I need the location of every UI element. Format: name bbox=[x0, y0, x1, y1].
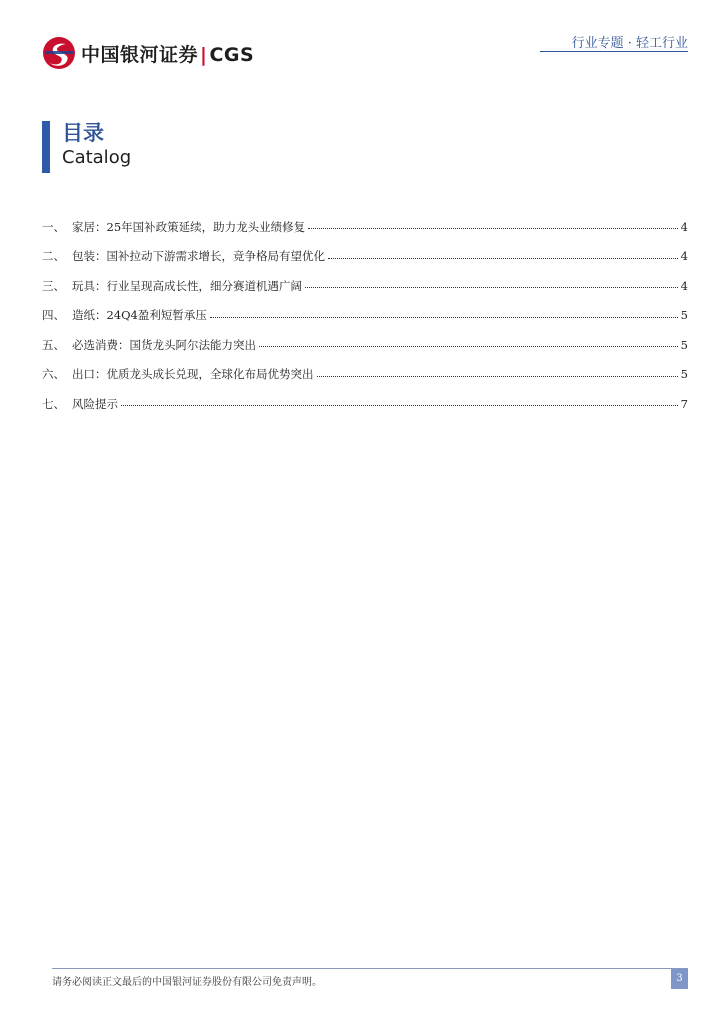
toc-page: 5 bbox=[680, 337, 688, 352]
toc-entry[interactable] bbox=[42, 271, 688, 301]
toc-leader bbox=[317, 376, 678, 377]
toc-title: 必选消费：国货龙头阿尔法能力突出 bbox=[72, 337, 256, 352]
toc-number: 四、 bbox=[42, 308, 65, 323]
company-abbr: CGS bbox=[209, 43, 255, 66]
toc-entry[interactable] bbox=[42, 301, 688, 331]
toc-leader bbox=[308, 228, 678, 229]
header-divider bbox=[540, 51, 688, 52]
toc-title: 玩具：行业呈现高成长性，细分赛道机遇广阔 bbox=[72, 278, 302, 293]
company-logo bbox=[42, 36, 254, 70]
toc-leader bbox=[259, 346, 678, 347]
toc-page: 5 bbox=[680, 367, 688, 382]
toc-number: 五、 bbox=[42, 337, 65, 352]
catalog-accent-bar bbox=[42, 121, 50, 173]
toc-entry[interactable] bbox=[42, 330, 688, 360]
toc-page: 4 bbox=[680, 278, 688, 293]
toc-leader bbox=[305, 287, 678, 288]
toc-number: 一、 bbox=[42, 219, 65, 234]
page-number: 3 bbox=[671, 969, 688, 989]
toc-title: 家居：25年国补政策延续，助力龙头业绩修复 bbox=[72, 219, 306, 234]
toc-entry[interactable] bbox=[42, 360, 688, 390]
toc-page: 5 bbox=[680, 308, 688, 323]
toc-entry[interactable] bbox=[42, 389, 688, 419]
report-type-label: 行业专题 · 轻工行业 bbox=[571, 36, 688, 51]
toc-number: 六、 bbox=[42, 367, 65, 382]
toc-entry[interactable] bbox=[42, 242, 688, 272]
company-name: 中国银河证券 bbox=[81, 43, 199, 66]
toc-number: 三、 bbox=[42, 278, 65, 293]
catalog-title-cn: 目录 bbox=[62, 120, 104, 145]
toc-page: 7 bbox=[680, 396, 688, 411]
toc-title: 出口：优质龙头成长兑现，全球化布局优势突出 bbox=[72, 367, 314, 382]
toc-page: 4 bbox=[680, 219, 688, 234]
toc-page: 4 bbox=[680, 249, 688, 264]
footer-divider bbox=[52, 968, 688, 969]
toc-leader bbox=[121, 405, 678, 406]
footer-disclaimer: 请务必阅读正文最后的中国银河证券股份有限公司免责声明。 bbox=[52, 977, 322, 988]
catalog-title-en: Catalog bbox=[62, 147, 132, 168]
logo-separator: | bbox=[200, 43, 208, 66]
toc-leader bbox=[210, 317, 678, 318]
toc-number: 七、 bbox=[42, 396, 65, 411]
toc-number: 二、 bbox=[42, 249, 65, 264]
toc-title: 包装：国补拉动下游需求增长，竞争格局有望优化 bbox=[72, 249, 325, 264]
toc-entry[interactable] bbox=[42, 212, 688, 242]
toc-leader bbox=[328, 258, 678, 259]
cgs-logo-icon bbox=[42, 36, 76, 70]
table-of-contents bbox=[42, 212, 688, 419]
catalog-heading bbox=[42, 121, 131, 173]
toc-title: 风险提示 bbox=[72, 396, 118, 411]
toc-title: 造纸：24Q4盈利短暂承压 bbox=[72, 308, 207, 323]
